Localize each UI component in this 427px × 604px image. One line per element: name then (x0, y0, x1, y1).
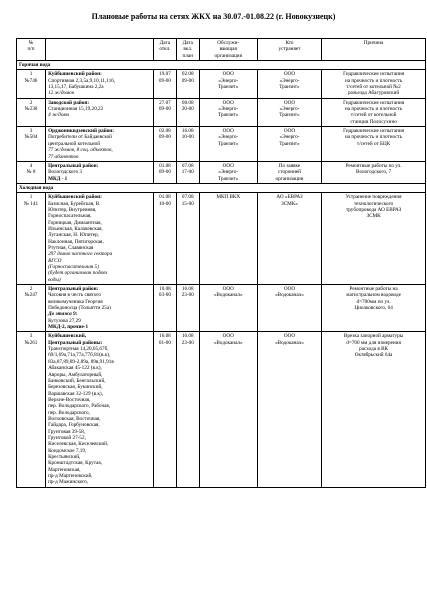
reason: Ремонтные работы по ул. Вологодского, 7 (322, 161, 426, 183)
district-label: Куйбышевский район: (48, 194, 102, 201)
district-label: Заводской район: (48, 99, 90, 106)
row-number: 1 № 141 (17, 193, 46, 285)
address-note: 12 ж/домов (48, 90, 74, 97)
date-off: 02.08 09-00 (154, 127, 177, 162)
district-label: Центральный район: (48, 286, 99, 293)
address-text: Транспортная 14,20,65,67б, 69/1,69а,71а,77а,77б,81(в.к), 83а,87,89,89-2,89а, 89в,91,91в Абаканская 45-122 (в.к), Авроры, Амбулаторный, Банковский, Бенгальский, Березовская, Букинский, Варшавская 32-129 (в.к), Верхне-Восточная, пер. Володарского, Рабочая, пер. Володарского, Волховская, Восточная, Гайдара, Горбуновская, Грунтовая 39-58, Грунтовой 27-52, Киселевская, Киселевский, Кондомское 7,19, Крестьянский, Кронштадтская, Крутая, Мартеновская, пр-д Мартеновский, пр-д Мажинского, (48, 346, 114, 486)
section-hot-water: Горячая вода (17, 61, 426, 70)
reason: Гидравлические испытания на прочность и плотность т/сетей от котельной №2 разъезда Абагуровский (322, 70, 426, 98)
row-address (46, 332, 154, 487)
row-address (46, 70, 154, 98)
service-org: ООО «Энерго- Транзит» (199, 161, 257, 183)
section-cold-water: Холодная вода (17, 183, 426, 192)
address-text: Станционная 15,19,20,22 (48, 106, 104, 113)
header-num: № п/п (17, 39, 46, 61)
table-row (17, 285, 426, 332)
table-row (17, 70, 426, 98)
district-label: Орджоникидзевский район: (48, 128, 115, 135)
address-text: Часовня в честь святого великомученика Георгия Победоносца (Тольятти 25а) (48, 292, 111, 312)
date-on: 08.08 20-00 (176, 98, 199, 126)
district-label: Куйбышевский, Центральный районы: (48, 333, 103, 346)
address-note: 77 ж/домов, 8 соц. объектов, 77 абонентов (48, 147, 113, 160)
row-number: 1 №746 (17, 70, 46, 98)
date-on: 16.08 23-00 (176, 332, 199, 487)
row-number: 2 №230 (17, 98, 46, 126)
date-off: 01.08 10-00 (154, 193, 177, 285)
date-off: 19.07 09-00 (154, 70, 177, 98)
row-address (46, 98, 154, 126)
service-org: ООО «Энерго- Транзит» (199, 127, 257, 162)
row-address (46, 127, 154, 162)
service-org: ООО «Энерго- Транзит» (199, 70, 257, 98)
address-text: Вологодского 3 (48, 169, 82, 176)
section-row (17, 183, 426, 192)
district-label: Куйбышевский район: (48, 71, 102, 78)
header-blank (46, 39, 154, 61)
table-row (17, 332, 426, 487)
address-text: Спортивная 2,3,5а,9,10,11,116, 13,15,17, Бабушкина 2,2а (48, 77, 116, 91)
date-on: 16.08 10-00 (176, 127, 199, 162)
table-row (17, 193, 426, 285)
header-date-on: Дата вкл. план (176, 39, 199, 61)
reason: Устранение повреждения технологического трубопровода АО ЕВРАЗ ЗСМК (322, 193, 426, 285)
date-off: 10.08 03-00 (154, 285, 177, 332)
date-off: 16.08 01-00 (154, 332, 177, 487)
address-note: 297 домов частного сектора (48, 251, 113, 258)
address-note: 4 ж/дома (48, 112, 70, 119)
date-on: 02.08 09-00 (176, 70, 199, 98)
reason: Гидравлические испытания на прочность и плотность т/сетей от котельной станции Полосухино (322, 98, 426, 126)
address-note: До этажа 9: (48, 311, 78, 318)
date-on: 07.08 17-00 (176, 161, 199, 183)
repairer: ООО «Энерго- Транзит» (257, 70, 321, 98)
address-text: Потребители от Байдаевской центральной котельной (48, 134, 112, 147)
service-org: ООО «Энерго- Транзит» (199, 98, 257, 126)
header-reason: Причина (322, 39, 426, 61)
row-address (46, 285, 154, 332)
service-org: ООО «Водоканал» (199, 285, 257, 332)
table-header-row (17, 39, 426, 61)
date-on: 07.08 15-00 (176, 193, 199, 285)
address-extra: ВГСО (Горноспасательная 5) (будет организован подвоз воды) (48, 257, 108, 283)
address-text: Базисная, Бурейская, В. Юпитер, Внутренняя, Горноспасательная, Горницкая, Димаантная, Ильинская, Калачевская, Луганская, Н. Юпитер, Наклонная, Пятигорская, Ртутная, Славянская (48, 200, 104, 251)
row-number: 2 №247 (17, 285, 46, 332)
table-row (17, 127, 426, 162)
repairer: ООО «Энерго- Транзит» (257, 127, 321, 162)
mkd-label: МКД - 1 (48, 175, 68, 182)
repairer: АО «ЕВРАЗ ЗСМК» (257, 193, 321, 285)
table-row (17, 161, 426, 183)
header-date-off: Дата откл. (154, 39, 177, 61)
district-label: Центральный район: (48, 162, 99, 169)
date-off: 01.08 09-00 (154, 161, 177, 183)
date-off: 27.07 09-00 (154, 98, 177, 126)
repairer: ООО «Энерго- Транзит» (257, 98, 321, 126)
repairer: ООО «Водоканал» (257, 285, 321, 332)
reason: Гидравлические испытания на прочность и плотность т/сетей от БЦК (322, 127, 426, 162)
works-table (16, 38, 426, 488)
section-row (17, 61, 426, 70)
row-number: 3 №261 (17, 332, 46, 487)
repairer: По заявке сторонней организации (257, 161, 321, 183)
reason: Ремонтные работы на магистральном водоводе d=700мм по ул. Циолковского, 64 (322, 285, 426, 332)
page-title: Плановые работы на сетях ЖКХ на 30.07.-01.08.22 (г. Новокузнецк) (91, 12, 336, 21)
row-address (46, 161, 154, 183)
mkd-label: МКД-2, прочие-1 (48, 324, 89, 331)
row-number: 4 № 8 (17, 161, 46, 183)
table-row (17, 98, 426, 126)
address-extra: Кутузова 27,29 (48, 317, 81, 324)
service-org: ООО «Водоканал» (199, 332, 257, 487)
repairer: ООО «Водоканал» (257, 332, 321, 487)
reason: Врезка запорной арматуры d=700 мм для измерения расхода в ВК Октябрьский 64а (322, 332, 426, 487)
header-org: Обслужи- вающая организация (199, 39, 257, 61)
service-org: МКП ВКХ (199, 193, 257, 285)
date-on: 16.08 23-00 (176, 285, 199, 332)
row-address (46, 193, 154, 285)
header-who: Кто устраняет (257, 39, 321, 61)
row-number: 3 №504 (17, 127, 46, 162)
